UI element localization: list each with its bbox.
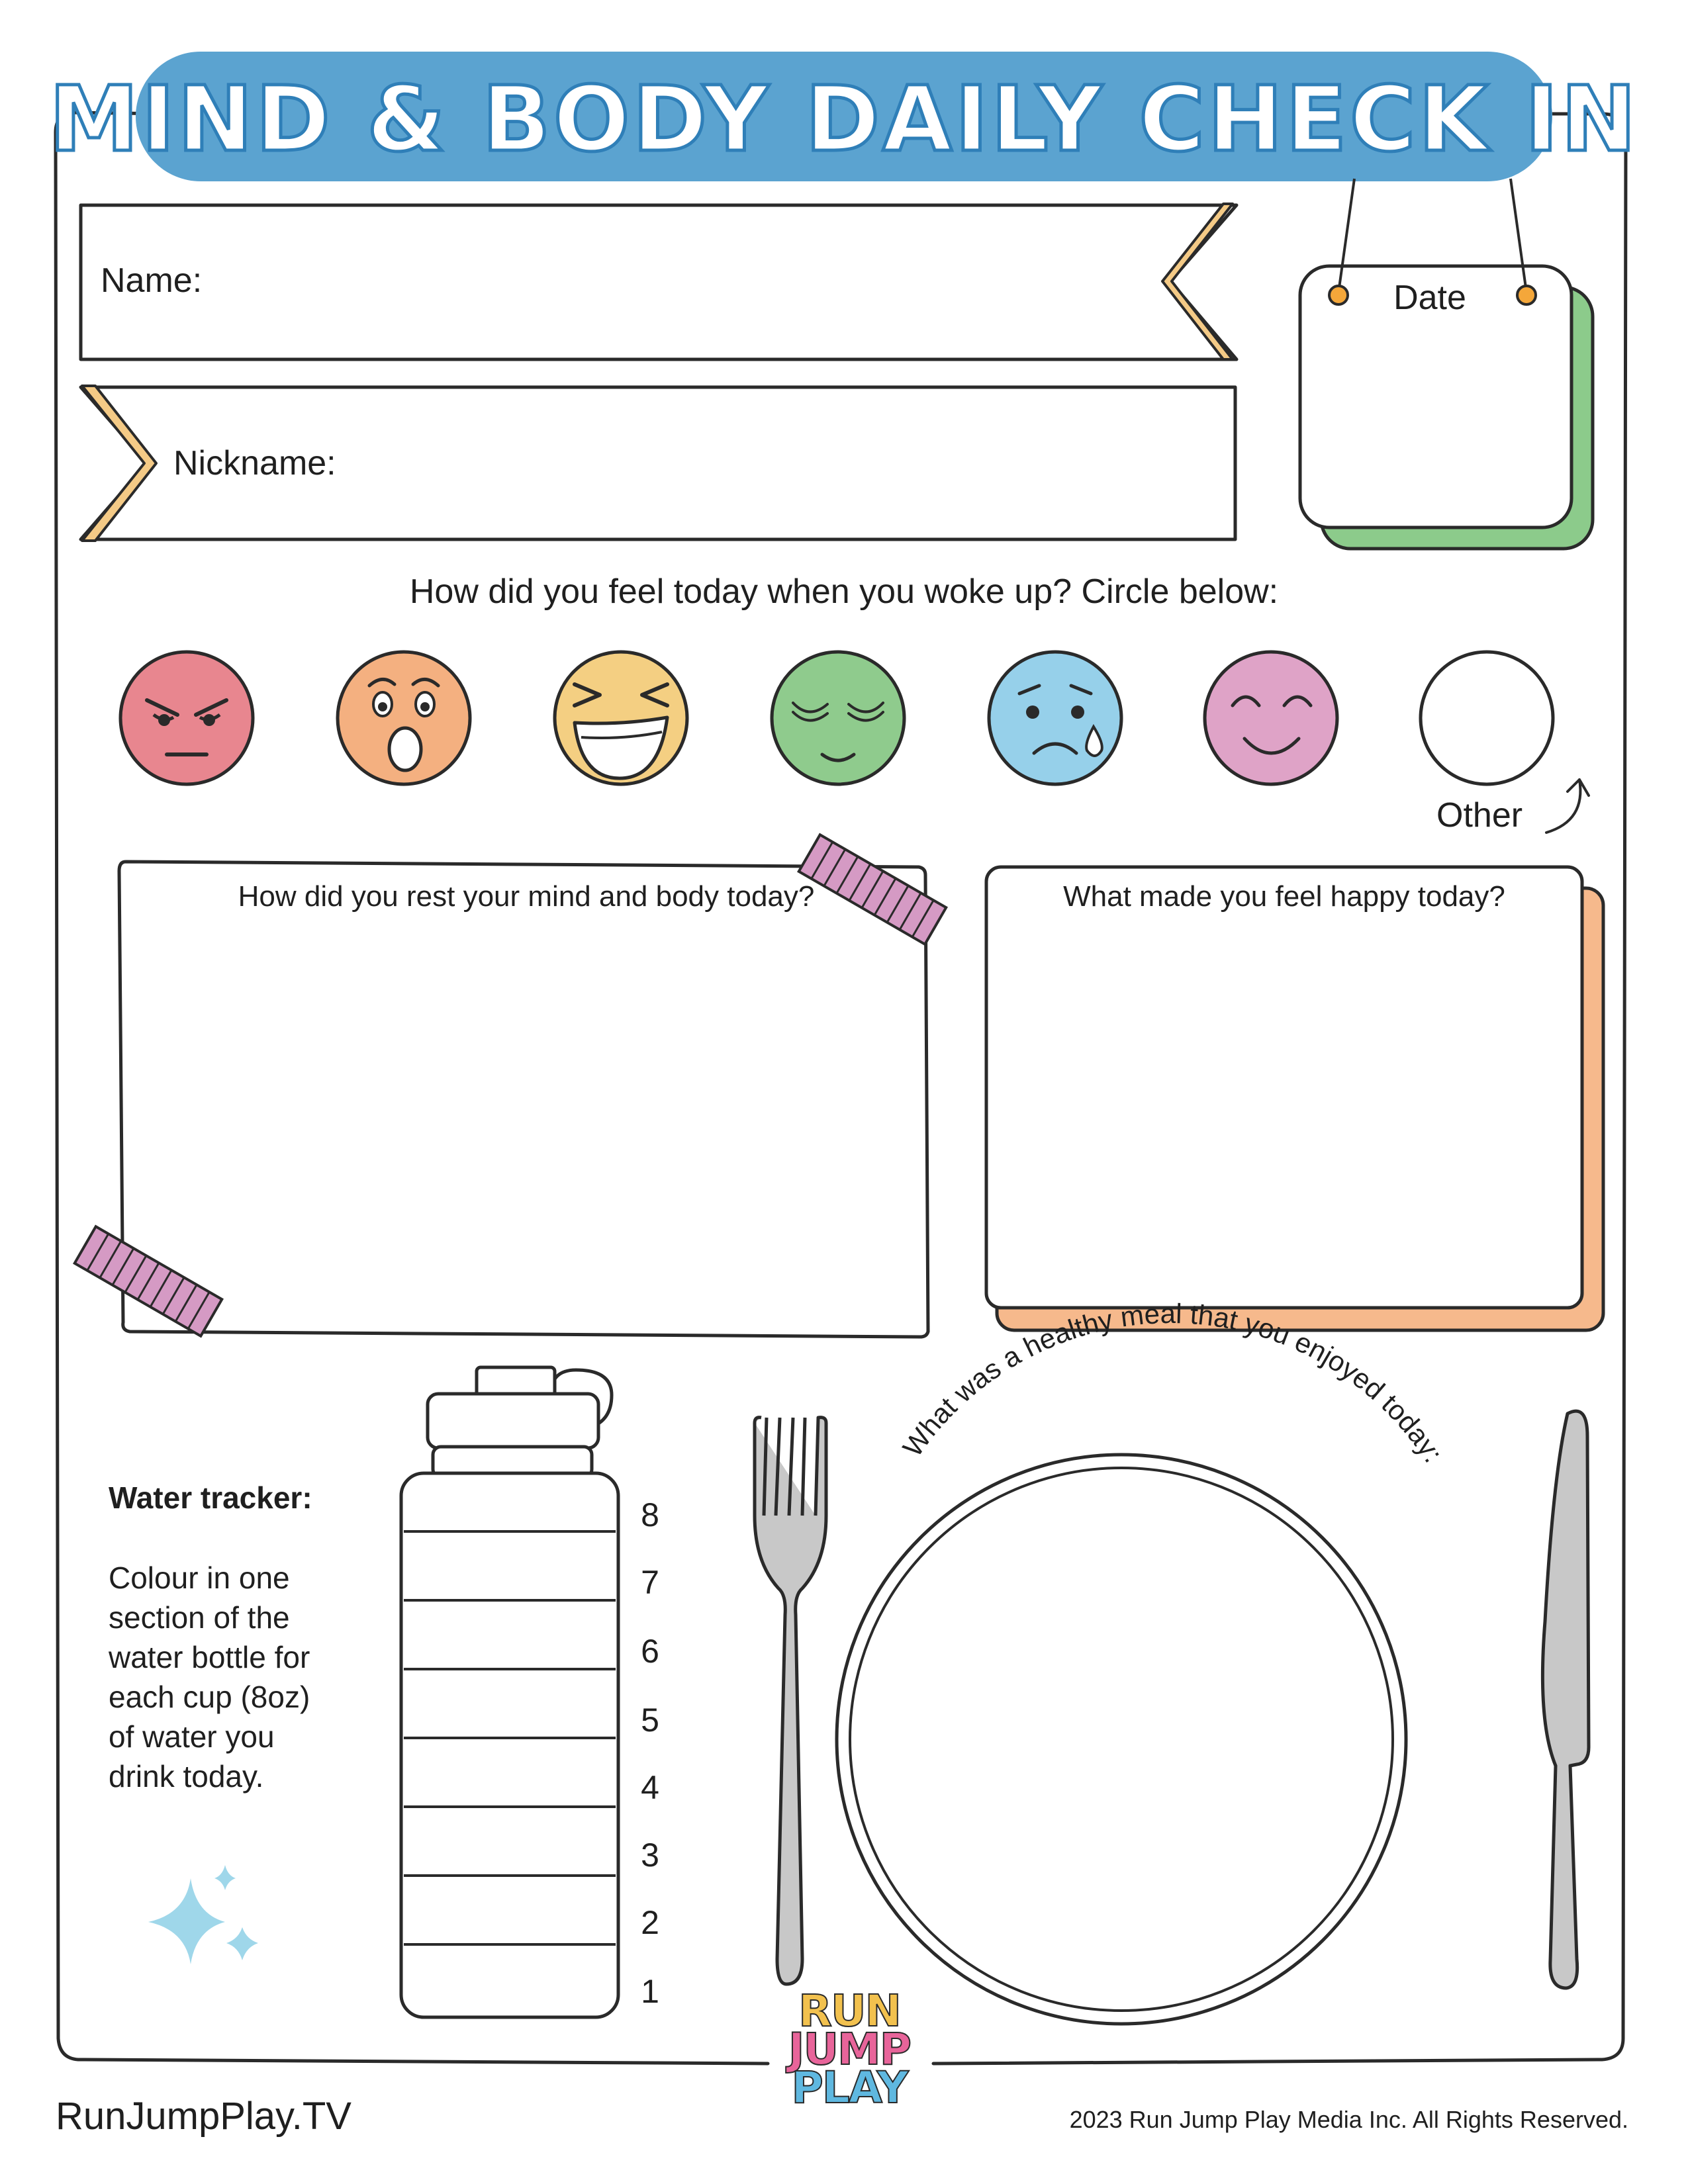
- logo-line-1: RUN: [798, 1985, 900, 2036]
- water-level-8: 8: [641, 1496, 659, 1533]
- water-level-7: 7: [641, 1564, 659, 1601]
- water-level-2: 2: [641, 1904, 659, 1941]
- website-link[interactable]: RunJumpPlay.TV: [56, 2095, 352, 2138]
- logo-line-2: JUMP: [788, 2024, 911, 2075]
- water-level-4: 4: [641, 1769, 659, 1806]
- date-label: Date: [1393, 279, 1466, 317]
- page-title: MIND & BODY DAILY CHECK IN: [49, 68, 1639, 172]
- mood-prompt: How did you feel today when you woke up? Circle below:: [409, 572, 1279, 611]
- water-level-6: 6: [641, 1633, 659, 1670]
- happy-prompt: What made you feel happy today?: [1063, 880, 1505, 913]
- nickname-label: Nickname:: [173, 444, 336, 482]
- rest-prompt: How did you rest your mind and body today?: [238, 880, 815, 913]
- water-tracker-title: Water tracker:: [109, 1480, 312, 1515]
- logo-line-3: PLAY: [791, 2062, 908, 2113]
- copyright-text: 2023 Run Jump Play Media Inc. All Rights Reserved.: [1069, 2106, 1628, 2133]
- name-label: Name:: [101, 261, 203, 300]
- instruction-line: drink today.: [109, 1759, 264, 1794]
- instruction-line: Colour in one: [109, 1561, 290, 1595]
- instruction-line: section of the: [109, 1600, 290, 1635]
- water-level-5: 5: [641, 1702, 659, 1739]
- instruction-line: each cup (8oz): [109, 1680, 310, 1714]
- run-jump-play-logo: [773, 1985, 925, 2113]
- water-level-1: 1: [641, 1973, 659, 2010]
- water-level-3: 3: [641, 1837, 659, 1874]
- meal-prompt: What was a healthy meal that you enjoyed today:: [896, 1297, 1450, 1468]
- instruction-line: water bottle for: [109, 1640, 310, 1674]
- other-label: Other: [1436, 796, 1523, 835]
- instruction-line: of water you: [109, 1719, 275, 1754]
